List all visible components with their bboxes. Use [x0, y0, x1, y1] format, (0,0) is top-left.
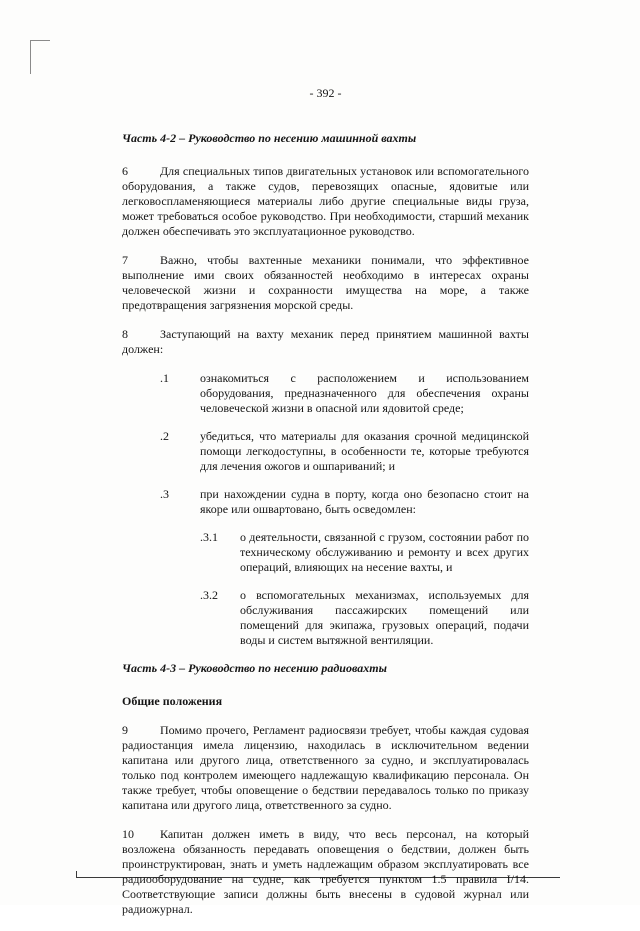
- paragraph-number: 10: [122, 827, 134, 841]
- list-item-text: о вспомогательных механизмах, используемых для обслуживания пассажирских помещений или помещений для экипажа, грузовых операций, подачи воды и систем вытяжной вентиляции.: [240, 588, 529, 647]
- page-number: - 392 -: [309, 86, 342, 100]
- list-item-3: [160, 487, 529, 517]
- section-heading-part-4-3: Часть 4-3 – Руководство по несению радиовахты: [122, 661, 387, 675]
- paragraph-number: 9: [122, 723, 128, 737]
- paragraph-7: [122, 253, 529, 313]
- paragraph-text: Для специальных типов двигательных установок или вспомогательного оборудования, а также судов, перевозящих опасные, ядовитые или легковоспламеняющиеся материалы либо другие специальные виды груза, может требоваться особое руководство. При необходимости, старший механик должен обеспечивать это эксплуатационное руководство.: [122, 164, 529, 238]
- paragraph-6: [122, 164, 529, 239]
- scan-artifact-corner-vertical: [30, 40, 31, 74]
- list-item-text: о деятельности, связанной с грузом, состоянии работ по техническому обслуживанию и ремонту и всех других операций, влияющих на несение вахты, и: [240, 530, 529, 574]
- list-item-text: при нахождении судна в порту, когда оно безопасно стоит на якоре или ошвартовано, быть осведомлен:: [200, 487, 529, 516]
- page-content: [122, 86, 529, 931]
- list-item-number: .3.2: [200, 588, 218, 602]
- paragraph-text: Заступающий на вахту механик перед принятием машинной вахты должен:: [122, 327, 529, 356]
- list-item-number: .3: [160, 487, 169, 501]
- list-item-3-2: [200, 588, 529, 648]
- list-item-text: ознакомиться с расположением и использованием оборудования, предназначенного для обеспечения охраны человеческой жизни в опасной или ядовитой среде;: [200, 371, 529, 415]
- paragraph-text: Капитан должен иметь в виду, что весь персонал, на который возложена обязанность передавать оповещения о бедствии, должен быть проинструктирован, знать и уметь надлежащим образом эксплуатировать все радиооборудование на судне, как требуется пунктом 1.5 правила I/14. Соответствующие записи должны быть внесены в судовой журнал или радиожурнал.: [122, 827, 529, 916]
- paragraph-8: [122, 327, 529, 357]
- paragraph-text: Помимо прочего, Регламент радиосвязи требует, чтобы каждая судовая радиостанция имела лицензию, находилась в исключительном ведении капитана или другого лица, ответственного за судно, и эксплуатировалась только под контролем имеющего надлежащую квалификацию персонала. Он также требует, чтобы оповещение о бедствии передавалось только по приказу капитана или другого лица, ответственного за судно.: [122, 723, 529, 812]
- section-heading-part-4-2: Часть 4-2 – Руководство по несению машинной вахты: [122, 131, 417, 145]
- list-item-1: [160, 371, 529, 416]
- list-item-number: .3.1: [200, 530, 218, 544]
- paragraph-text: Важно, чтобы вахтенные механики понимали, что эффективное выполнение ими своих обязанностей необходимо в интересах охраны человеческой жизни и сохранности имущества на море, а также предотвращения загрязнения морской среды.: [122, 253, 529, 312]
- paragraph-number: 8: [122, 327, 128, 341]
- list-item-2: [160, 429, 529, 474]
- paragraph-number: 6: [122, 164, 128, 178]
- subsection-heading-general: Общие положения: [122, 694, 223, 708]
- paragraph-9: [122, 723, 529, 813]
- list-item-text: убедиться, что материалы для оказания срочной медицинской помощи легкодоступны, в особенности те, которые требуются для лечения ожогов и ошпариваний; и: [200, 429, 529, 473]
- list-item-number: .1: [160, 371, 169, 385]
- scan-artifact-bottom-tick: [76, 871, 77, 878]
- list-item-3-1: [200, 530, 529, 575]
- paragraph-10: [122, 827, 529, 917]
- scan-artifact-corner-horizontal: [30, 40, 50, 41]
- paragraph-number: 7: [122, 253, 128, 267]
- list-item-number: .2: [160, 429, 169, 443]
